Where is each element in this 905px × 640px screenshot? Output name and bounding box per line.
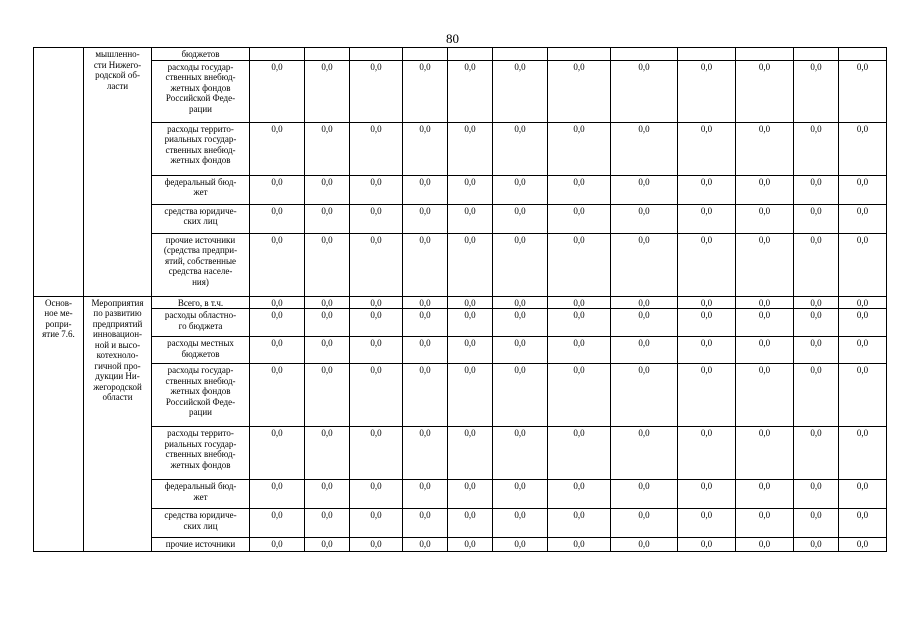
value-cell: 0,0 [736, 122, 794, 175]
value-cell: 0,0 [611, 509, 678, 538]
value-cell: 0,0 [736, 480, 794, 509]
value-cell: 0,0 [403, 204, 448, 233]
value-cell: 0,0 [250, 337, 305, 364]
value-cell: 0,0 [448, 233, 493, 296]
value-cell: 0,0 [493, 233, 548, 296]
value-cell: 0,0 [403, 538, 448, 552]
value-cell: 0,0 [611, 427, 678, 480]
funding-source-cell: средства юридиче- ских лиц [152, 509, 250, 538]
value-cell: 0,0 [493, 337, 548, 364]
value-cell: 0,0 [493, 538, 548, 552]
value-cell: 0,0 [493, 296, 548, 309]
measure-name-cell: мышленно- сти Нижего- родской об- ласти [84, 48, 152, 297]
value-cell: 0,0 [736, 296, 794, 309]
value-cell: 0,0 [250, 233, 305, 296]
value-cell: 0,0 [611, 60, 678, 122]
funding-source-cell: расходы государ- ственных внебюд- жетных фондов Российской Феде- рации [152, 364, 250, 427]
value-cell: 0,0 [678, 233, 736, 296]
value-cell: 0,0 [839, 337, 887, 364]
funding-source-cell: расходы местных бюджетов [152, 337, 250, 364]
value-cell: 0,0 [611, 364, 678, 427]
value-cell: 0,0 [403, 122, 448, 175]
value-cell: 0,0 [678, 309, 736, 337]
value-cell: 0,0 [736, 309, 794, 337]
table-row [34, 337, 887, 364]
funding-source-cell: прочие источники [152, 538, 250, 552]
table-row [34, 233, 887, 296]
value-cell: 0,0 [548, 364, 611, 427]
value-cell: 0,0 [548, 175, 611, 204]
funding-source-cell: федеральный бюд- жет [152, 480, 250, 509]
value-cell: 0,0 [678, 509, 736, 538]
value-cell: 0,0 [448, 204, 493, 233]
value-cell: 0,0 [548, 427, 611, 480]
value-cell: 0,0 [250, 296, 305, 309]
value-cell: 0,0 [350, 175, 403, 204]
value-cell: 0,0 [678, 175, 736, 204]
value-cell: 0,0 [250, 309, 305, 337]
value-cell: 0,0 [736, 538, 794, 552]
funding-source-cell: средства юридиче- ских лиц [152, 204, 250, 233]
value-cell [350, 48, 403, 61]
value-cell: 0,0 [794, 204, 839, 233]
value-cell: 0,0 [611, 538, 678, 552]
value-cell [736, 48, 794, 61]
value-cell: 0,0 [448, 122, 493, 175]
measure-name-cell: Мероприятия по развитию предприятий инновацион- ной и высо- котехноло- гичной про- дукции Ни- жегородской области [84, 296, 152, 552]
value-cell: 0,0 [403, 364, 448, 427]
value-cell: 0,0 [403, 60, 448, 122]
value-cell: 0,0 [794, 538, 839, 552]
value-cell: 0,0 [611, 175, 678, 204]
value-cell [839, 48, 887, 61]
value-cell: 0,0 [448, 337, 493, 364]
value-cell: 0,0 [736, 509, 794, 538]
table-row [34, 309, 887, 337]
value-cell: 0,0 [839, 480, 887, 509]
value-cell: 0,0 [250, 480, 305, 509]
value-cell: 0,0 [493, 309, 548, 337]
value-cell: 0,0 [250, 538, 305, 552]
value-cell: 0,0 [611, 296, 678, 309]
value-cell: 0,0 [839, 364, 887, 427]
table-row [34, 480, 887, 509]
table-row [34, 204, 887, 233]
value-cell: 0,0 [736, 233, 794, 296]
value-cell: 0,0 [448, 364, 493, 427]
value-cell: 0,0 [403, 296, 448, 309]
value-cell: 0,0 [611, 122, 678, 175]
value-cell [611, 48, 678, 61]
funding-source-cell: расходы государ- ственных внебюд- жетных фондов Российской Феде- рации [152, 60, 250, 122]
value-cell: 0,0 [839, 509, 887, 538]
value-cell [794, 48, 839, 61]
value-cell: 0,0 [548, 337, 611, 364]
value-cell: 0,0 [548, 60, 611, 122]
value-cell: 0,0 [839, 427, 887, 480]
value-cell: 0,0 [448, 175, 493, 204]
value-cell [678, 48, 736, 61]
table-row [34, 538, 887, 552]
value-cell: 0,0 [350, 204, 403, 233]
value-cell [548, 48, 611, 61]
value-cell: 0,0 [736, 204, 794, 233]
value-cell: 0,0 [839, 175, 887, 204]
value-cell: 0,0 [403, 175, 448, 204]
value-cell: 0,0 [250, 364, 305, 427]
value-cell: 0,0 [493, 364, 548, 427]
value-cell [448, 48, 493, 61]
funding-table [33, 47, 887, 552]
funding-source-cell: бюджетов [152, 48, 250, 61]
value-cell [493, 48, 548, 61]
table-row [34, 60, 887, 122]
value-cell: 0,0 [678, 427, 736, 480]
value-cell: 0,0 [794, 122, 839, 175]
value-cell: 0,0 [493, 175, 548, 204]
value-cell: 0,0 [305, 364, 350, 427]
funding-source-cell: прочие источники (средства предпри- ятий, собственные средства населе- ния) [152, 233, 250, 296]
value-cell: 0,0 [794, 427, 839, 480]
value-cell: 0,0 [250, 175, 305, 204]
value-cell: 0,0 [736, 60, 794, 122]
value-cell: 0,0 [350, 296, 403, 309]
value-cell: 0,0 [250, 204, 305, 233]
value-cell: 0,0 [839, 296, 887, 309]
value-cell: 0,0 [794, 337, 839, 364]
value-cell: 0,0 [305, 509, 350, 538]
funding-source-cell: расходы областно- го бюджета [152, 309, 250, 337]
table-row [34, 427, 887, 480]
value-cell: 0,0 [678, 480, 736, 509]
value-cell: 0,0 [794, 364, 839, 427]
value-cell: 0,0 [736, 364, 794, 427]
value-cell: 0,0 [611, 204, 678, 233]
value-cell: 0,0 [839, 204, 887, 233]
value-cell: 0,0 [350, 122, 403, 175]
value-cell: 0,0 [305, 427, 350, 480]
funding-source-cell: федеральный бюд- жет [152, 175, 250, 204]
table-row [34, 175, 887, 204]
value-cell: 0,0 [548, 233, 611, 296]
value-cell: 0,0 [403, 427, 448, 480]
value-cell: 0,0 [839, 122, 887, 175]
value-cell: 0,0 [678, 337, 736, 364]
value-cell: 0,0 [403, 337, 448, 364]
funding-source-cell: Всего, в т.ч. [152, 296, 250, 309]
value-cell: 0,0 [448, 296, 493, 309]
value-cell [305, 48, 350, 61]
value-cell: 0,0 [678, 122, 736, 175]
value-cell: 0,0 [448, 480, 493, 509]
value-cell: 0,0 [611, 309, 678, 337]
value-cell: 0,0 [794, 296, 839, 309]
value-cell: 0,0 [611, 337, 678, 364]
value-cell: 0,0 [250, 122, 305, 175]
value-cell: 0,0 [250, 509, 305, 538]
value-cell: 0,0 [403, 309, 448, 337]
value-cell: 0,0 [350, 480, 403, 509]
value-cell: 0,0 [305, 60, 350, 122]
value-cell: 0,0 [794, 233, 839, 296]
value-cell: 0,0 [794, 60, 839, 122]
value-cell: 0,0 [678, 296, 736, 309]
value-cell: 0,0 [736, 337, 794, 364]
value-cell: 0,0 [794, 175, 839, 204]
value-cell: 0,0 [403, 233, 448, 296]
value-cell: 0,0 [350, 364, 403, 427]
table-row [34, 296, 887, 309]
value-cell: 0,0 [403, 480, 448, 509]
value-cell: 0,0 [305, 175, 350, 204]
value-cell [250, 48, 305, 61]
value-cell: 0,0 [678, 538, 736, 552]
measure-number-cell: Основ- ное ме- ропри- ятие 7.6. [34, 296, 84, 552]
table-row [34, 509, 887, 538]
value-cell: 0,0 [350, 337, 403, 364]
value-cell: 0,0 [736, 175, 794, 204]
value-cell: 0,0 [548, 122, 611, 175]
value-cell: 0,0 [350, 309, 403, 337]
value-cell: 0,0 [736, 427, 794, 480]
value-cell: 0,0 [548, 538, 611, 552]
value-cell: 0,0 [548, 480, 611, 509]
value-cell: 0,0 [448, 509, 493, 538]
value-cell: 0,0 [493, 480, 548, 509]
value-cell: 0,0 [350, 60, 403, 122]
value-cell: 0,0 [794, 480, 839, 509]
value-cell: 0,0 [493, 509, 548, 538]
value-cell: 0,0 [493, 204, 548, 233]
funding-source-cell: расходы террито- риальных государ- ственных внебюд- жетных фондов [152, 122, 250, 175]
value-cell: 0,0 [305, 538, 350, 552]
value-cell: 0,0 [794, 309, 839, 337]
value-cell: 0,0 [448, 427, 493, 480]
value-cell: 0,0 [839, 538, 887, 552]
value-cell: 0,0 [448, 538, 493, 552]
value-cell: 0,0 [548, 309, 611, 337]
value-cell: 0,0 [611, 233, 678, 296]
value-cell: 0,0 [839, 60, 887, 122]
value-cell: 0,0 [350, 509, 403, 538]
value-cell: 0,0 [448, 309, 493, 337]
value-cell: 0,0 [839, 309, 887, 337]
value-cell: 0,0 [350, 427, 403, 480]
value-cell: 0,0 [305, 480, 350, 509]
value-cell: 0,0 [548, 204, 611, 233]
value-cell: 0,0 [305, 204, 350, 233]
page-number: 80 [446, 31, 459, 46]
table-row [34, 122, 887, 175]
table-row [34, 364, 887, 427]
value-cell: 0,0 [305, 309, 350, 337]
value-cell: 0,0 [678, 364, 736, 427]
value-cell: 0,0 [305, 296, 350, 309]
value-cell: 0,0 [305, 122, 350, 175]
value-cell: 0,0 [678, 204, 736, 233]
value-cell: 0,0 [493, 60, 548, 122]
value-cell: 0,0 [794, 509, 839, 538]
value-cell: 0,0 [305, 337, 350, 364]
value-cell: 0,0 [493, 427, 548, 480]
funding-source-cell: расходы террито- риальных государ- ственных внебюд- жетных фондов [152, 427, 250, 480]
value-cell: 0,0 [839, 233, 887, 296]
value-cell: 0,0 [250, 60, 305, 122]
value-cell: 0,0 [611, 480, 678, 509]
value-cell: 0,0 [305, 233, 350, 296]
value-cell: 0,0 [350, 233, 403, 296]
table-row [34, 48, 887, 61]
value-cell: 0,0 [448, 60, 493, 122]
value-cell: 0,0 [678, 60, 736, 122]
value-cell: 0,0 [548, 509, 611, 538]
value-cell [403, 48, 448, 61]
value-cell: 0,0 [548, 296, 611, 309]
value-cell: 0,0 [493, 122, 548, 175]
value-cell: 0,0 [350, 538, 403, 552]
measure-number-cell [34, 48, 84, 297]
value-cell: 0,0 [403, 509, 448, 538]
value-cell: 0,0 [250, 427, 305, 480]
